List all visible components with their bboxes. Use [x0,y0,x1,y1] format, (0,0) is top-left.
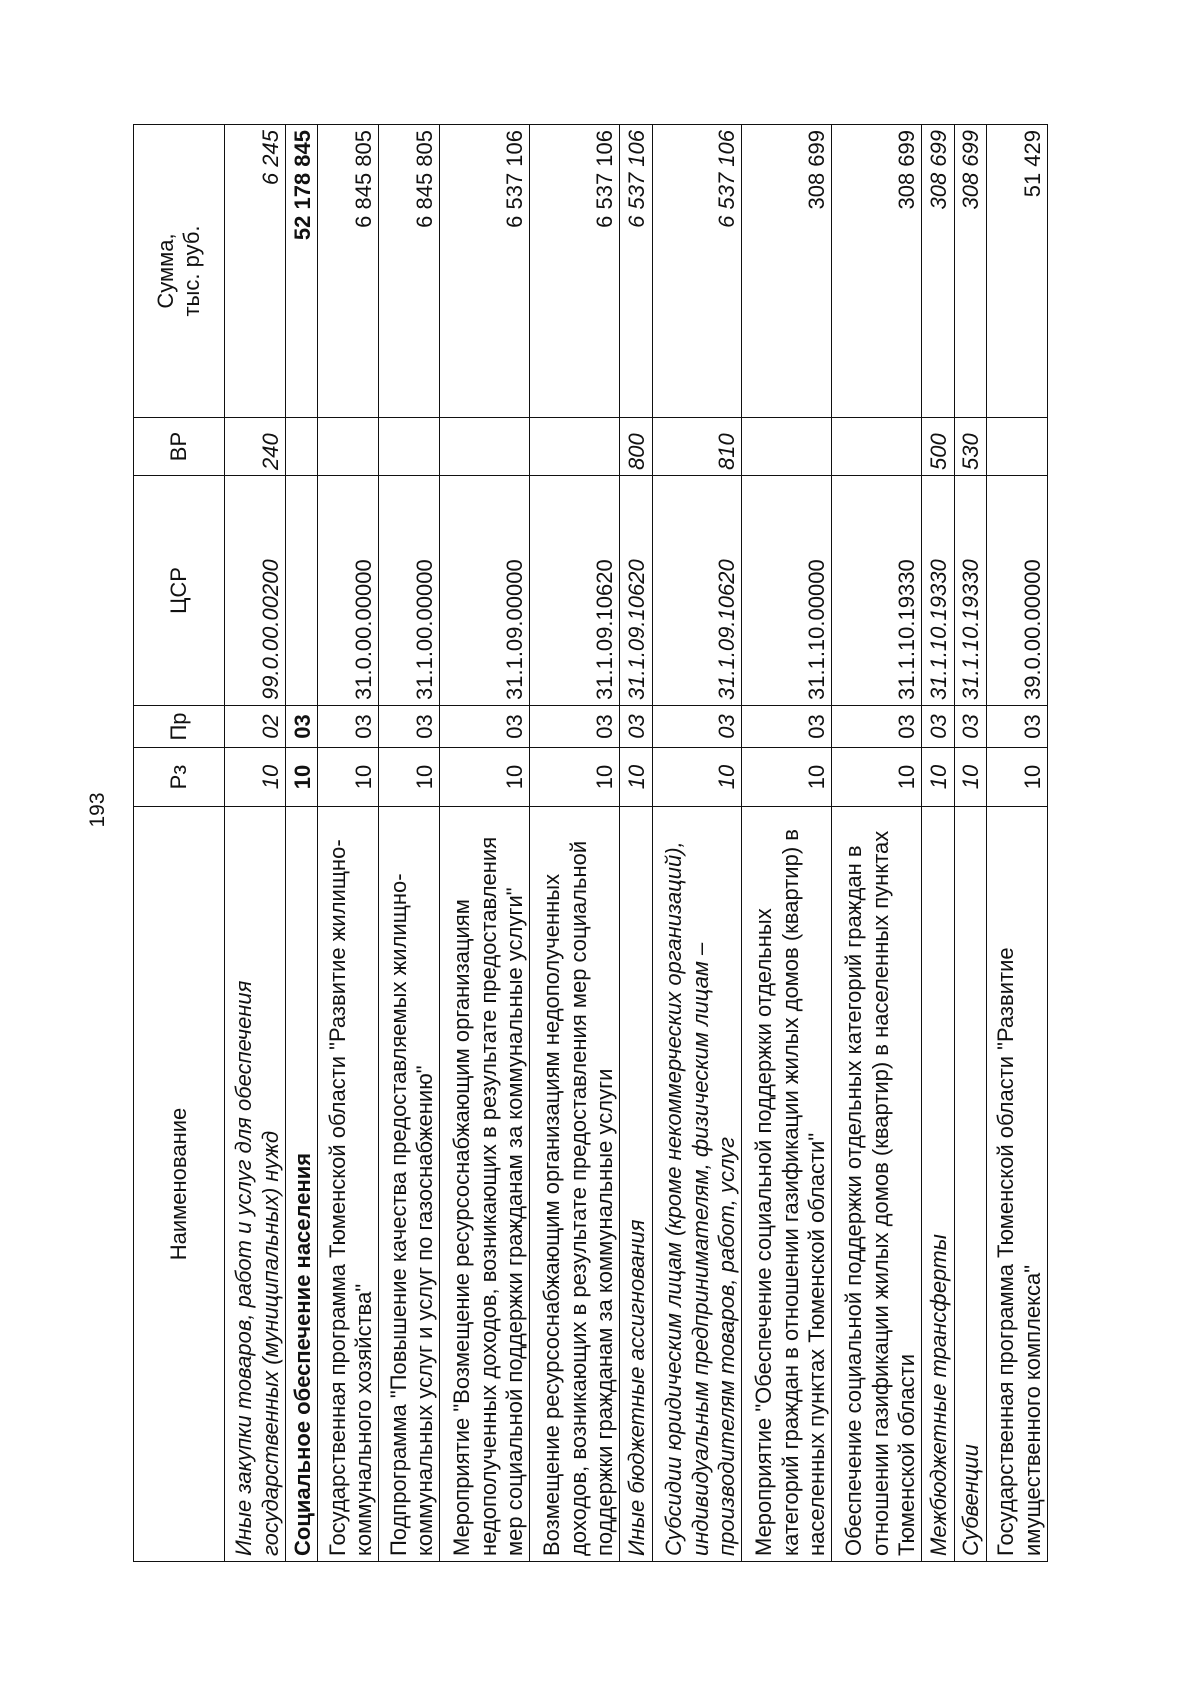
cell-rz: 10 [440,748,530,807]
cell-vr: 240 [225,418,286,476]
cell-csr: 31.1.00.00000 [379,476,440,706]
cell-rz: 10 [742,748,832,807]
header-vr: ВР [134,418,225,476]
table-row [530,125,620,1562]
cell-vr [379,418,440,476]
budget-table-container [133,125,1048,1562]
table-body [225,125,1048,1562]
cell-sum: 6 537 106 [620,125,652,418]
cell-rz: 10 [318,748,379,807]
table-row [954,125,986,1562]
table-row [832,125,922,1562]
cell-name: Государственная программа Тюменской области "Развитие жилищно-коммунального хозяйства" [318,807,379,1562]
cell-vr [742,418,832,476]
cell-name: Межбюджетные трансферты [922,807,954,1562]
cell-sum: 6 537 106 [530,125,620,418]
cell-rz: 10 [922,748,954,807]
cell-rz: 10 [286,748,318,807]
cell-sum: 308 699 [742,125,832,418]
cell-vr [286,418,318,476]
cell-sum: 6 845 805 [318,125,379,418]
cell-pr: 03 [954,706,986,748]
cell-name: Иные закупки товаров, работ и услуг для обеспечения государственных (муниципальных) нужд [225,807,286,1562]
cell-name: Субсидии юридическим лицам (кроме некоммерческих организаций), индивидуальным предпринимателям, физическим лицам – производителям товаров, работ, услуг [652,807,742,1562]
cell-pr: 03 [742,706,832,748]
cell-pr: 03 [440,706,530,748]
cell-name: Субвенции [954,807,986,1562]
cell-pr: 03 [986,706,1047,748]
cell-vr [530,418,620,476]
cell-pr: 03 [922,706,954,748]
cell-csr: 31.1.09.10620 [652,476,742,706]
cell-rz: 10 [225,748,286,807]
cell-vr [832,418,922,476]
table-row [440,125,530,1562]
table-header-row [134,125,225,1562]
cell-csr: 31.1.10.19330 [954,476,986,706]
cell-rz: 10 [954,748,986,807]
cell-name: Мероприятие "Возмещение ресурсоснабжающим организациям недополученных доходов, возникающих в результате предоставления мер социальной поддержки гражданам за коммунальные услуги" [440,807,530,1562]
cell-pr: 03 [286,706,318,748]
cell-pr: 03 [530,706,620,748]
cell-rz: 10 [379,748,440,807]
table-row [652,125,742,1562]
cell-pr: 03 [620,706,652,748]
table-row [318,125,379,1562]
table-row [742,125,832,1562]
cell-csr: 31.0.00.00000 [318,476,379,706]
cell-csr [286,476,318,706]
cell-sum: 6 845 805 [379,125,440,418]
table-row [620,125,652,1562]
cell-csr: 31.1.10.00000 [742,476,832,706]
cell-sum: 6 245 [225,125,286,418]
cell-name: Обеспечение социальной поддержки отдельных категорий граждан в отношении газификации жилых домов (квартир) в населенных пунктах Тюменской области [832,807,922,1562]
cell-vr: 810 [652,418,742,476]
table-row [286,125,318,1562]
table-row [225,125,286,1562]
cell-sum: 51 429 [986,125,1047,418]
cell-csr: 31.1.09.10620 [530,476,620,706]
cell-sum: 308 699 [922,125,954,418]
cell-name: Государственная программа Тюменской области "Развитие имущественного комплекса" [986,807,1047,1562]
cell-vr [440,418,530,476]
cell-csr: 31.1.09.10620 [620,476,652,706]
header-csr: ЦСР [134,476,225,706]
cell-sum: 6 537 106 [652,125,742,418]
cell-csr: 31.1.10.19330 [832,476,922,706]
cell-rz: 10 [986,748,1047,807]
cell-csr: 99.0.00.00200 [225,476,286,706]
cell-sum: 308 699 [954,125,986,418]
table-row [379,125,440,1562]
header-name: Наименование [134,807,225,1562]
table-row [986,125,1047,1562]
cell-name: Подпрограмма "Повышение качества предоставляемых жилищно-коммунальных услуг и услуг по газоснабжению" [379,807,440,1562]
cell-sum: 6 537 106 [440,125,530,418]
cell-pr: 03 [832,706,922,748]
header-pr: Пр [134,706,225,748]
cell-vr: 530 [954,418,986,476]
cell-pr: 03 [318,706,379,748]
table-row [922,125,954,1562]
cell-vr: 500 [922,418,954,476]
cell-rz: 10 [620,748,652,807]
cell-rz: 10 [530,748,620,807]
budget-table [133,124,1048,1562]
cell-pr: 03 [379,706,440,748]
page-number: 193 [86,792,109,828]
cell-rz: 10 [832,748,922,807]
cell-name: Социальное обеспечение населения [286,807,318,1562]
cell-csr: 31.1.09.00000 [440,476,530,706]
cell-vr: 800 [620,418,652,476]
cell-pr: 03 [652,706,742,748]
header-sum: Сумма, тыс. руб. [134,125,225,418]
cell-rz: 10 [652,748,742,807]
cell-pr: 02 [225,706,286,748]
cell-vr [986,418,1047,476]
cell-sum: 52 178 845 [286,125,318,418]
cell-sum: 308 699 [832,125,922,418]
cell-name: Иные бюджетные ассигнования [620,807,652,1562]
header-rz: Рз [134,748,225,807]
cell-name: Мероприятие "Обеспечение социальной поддержки отдельных категорий граждан в отношении газификации жилых домов (квартир) в населенных пунктах Тюменской области" [742,807,832,1562]
cell-csr: 31.1.10.19330 [922,476,954,706]
cell-vr [318,418,379,476]
cell-csr: 39.0.00.00000 [986,476,1047,706]
cell-name: Возмещение ресурсоснабжающим организациям недополученных доходов, возникающих в результате предоставления мер социальной поддержки гражданам за коммунальные услуги [530,807,620,1562]
